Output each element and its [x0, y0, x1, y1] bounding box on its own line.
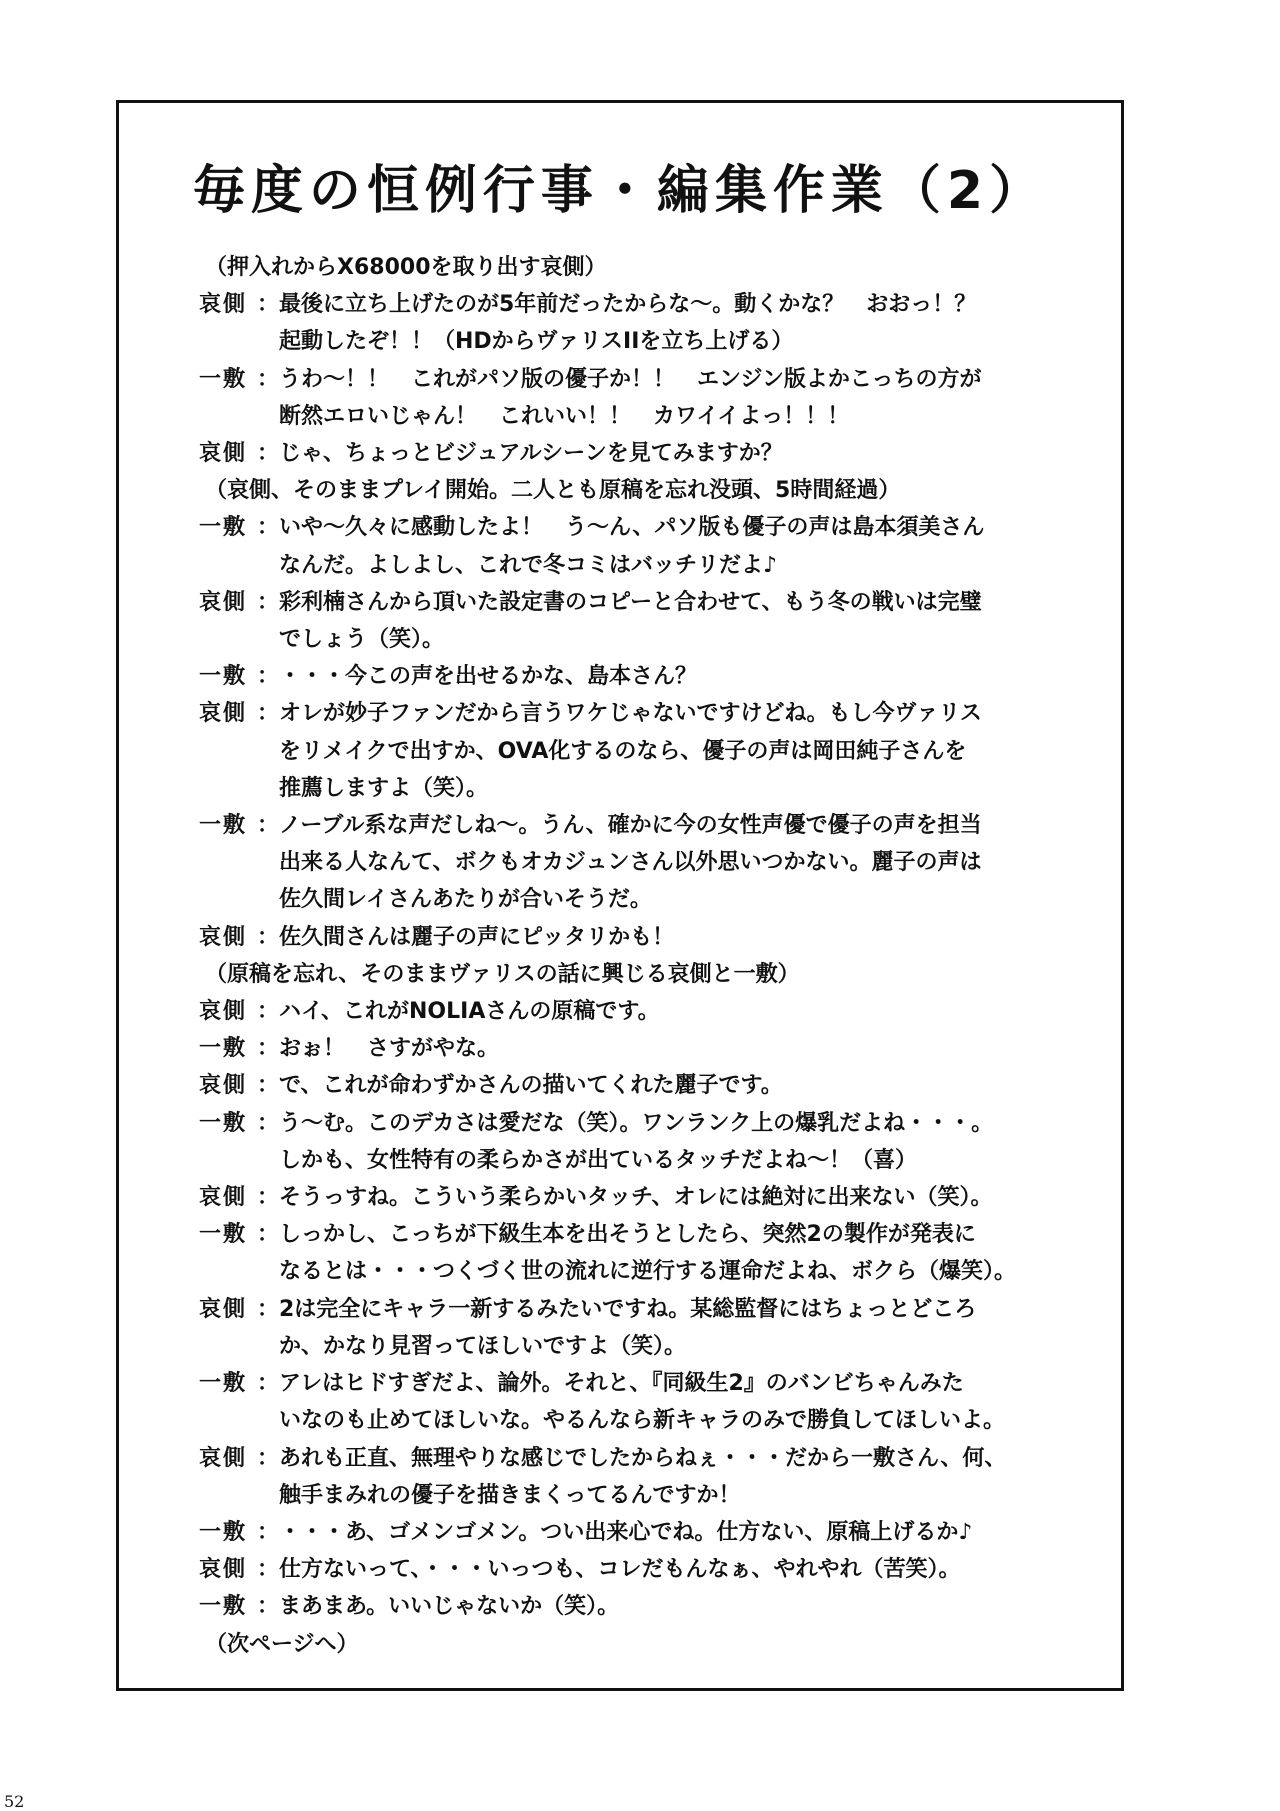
dialogue-line — [199, 993, 1099, 1030]
speaker-name: 哀側 — [199, 1185, 248, 1211]
dialogue-continuation: をリメイクで出すか、OVA化するのなら、優子の声は岡田純子さんを — [279, 738, 967, 764]
speaker-separator: ： — [257, 292, 280, 318]
dialogue-continuation: か、かなり見習ってほしいですよ（笑）。 — [279, 1333, 687, 1359]
speaker-separator: ： — [257, 1222, 280, 1248]
dialogue-line — [199, 509, 1099, 546]
dialogue-text: 2は完全にキャラ一新するみたいですね。某総監督にはちょっとどころ — [279, 1296, 977, 1322]
dialogue-line — [199, 1588, 1099, 1625]
stage-note: （押入れからX68000を取り出す哀側） — [205, 255, 607, 280]
dialogue-text: で、これが命わずかさんの描いてくれた麗子です。 — [279, 1073, 783, 1099]
dialogue-text: 佐久間さんは麗子の声にピッタリかも！ — [279, 924, 675, 950]
dialogue-line — [199, 695, 1099, 732]
dialogue-line — [199, 658, 1099, 695]
dialogue-line — [199, 1179, 1099, 1216]
page-number: 52 — [4, 1792, 25, 1811]
dialogue-line — [199, 1365, 1099, 1402]
dialogue-line — [199, 1291, 1099, 1328]
speaker-name: 一敷 — [199, 1371, 248, 1397]
speaker-separator: ： — [257, 1371, 280, 1397]
dialogue-continuation: しかも、女性特有の柔らかさが出ているタッチだよね〜！（喜） — [279, 1147, 918, 1173]
speaker-name: 哀側 — [199, 1445, 248, 1471]
dialogue-continuation: 佐久間レイさんあたりが合いそうだ。 — [279, 887, 652, 913]
dialogue-continuation: でしょう（笑）。 — [279, 627, 445, 653]
speaker-separator: ： — [257, 1557, 280, 1583]
speaker-name: 一敷 — [199, 813, 248, 839]
speaker-name: 哀側 — [199, 999, 248, 1025]
dialogue-line — [199, 286, 1099, 323]
dialogue-line — [199, 1105, 1099, 1142]
speaker-separator: ： — [257, 701, 280, 727]
dialogue-text: ノーブル系な声だしね〜。うん、確かに今の女性声優で優子の声を担当 — [279, 813, 982, 839]
dialogue-text: 仕方ないって、・・・いっつも、コレだもんなぁ、やれやれ（苦笑）。 — [279, 1557, 961, 1583]
dialogue-line — [199, 361, 1099, 398]
speaker-separator: ： — [257, 664, 280, 690]
dialogue-text: う〜む。このデカさは愛だな（笑）。ワンランク上の爆乳だよね・・・。 — [279, 1110, 994, 1136]
dialogue-text: まあまあ。いいじゃないか（笑）。 — [279, 1594, 620, 1620]
dialogue-text: いや〜久々に感動したよ！ う〜ん、パソ版も優子の声は島本須美さん — [279, 515, 985, 541]
dialogue-text: 最後に立ち上げたのが5年前だったからな〜。動くかな？ おおっ！？ — [279, 292, 977, 318]
dialogue-continuation: 推薦しますよ（笑）。 — [279, 775, 489, 801]
article-frame — [116, 100, 1124, 1691]
speaker-name: 一敷 — [199, 1594, 248, 1620]
dialogue-continuation: 起動したぞ！！（HDからヴァリスIIを立ち上げる） — [279, 329, 794, 355]
dialogue-body — [199, 249, 1099, 1663]
speaker-separator: ： — [257, 1594, 280, 1620]
speaker-name: 一敷 — [199, 664, 248, 690]
stage-note: （原稿を忘れ、そのままヴァリスの話に興じる哀側と一敷） — [205, 961, 800, 987]
speaker-name: 哀側 — [199, 924, 248, 950]
dialogue-line — [199, 1551, 1099, 1588]
speaker-name: 一敷 — [199, 366, 248, 392]
speaker-separator: ： — [257, 813, 280, 839]
speaker-separator: ： — [257, 1445, 280, 1471]
dialogue-text: ハイ、これがNOLIAさんの原稿です。 — [279, 999, 660, 1025]
dialogue-continuation: なんだ。よしよし、これで冬コミはバッチリだよ♪ — [279, 552, 778, 578]
dialogue-line — [199, 919, 1099, 956]
speaker-separator: ： — [257, 1036, 280, 1062]
speaker-name: 一敷 — [199, 1110, 248, 1136]
dialogue-line — [199, 1067, 1099, 1104]
dialogue-line — [199, 1030, 1099, 1067]
dialogue-text: あれも正直、無理やりな感じでしたからねぇ・・・だから一敷さん、何、 — [279, 1445, 1007, 1471]
speaker-separator: ： — [257, 1519, 280, 1545]
dialogue-text: おぉ！ さすがやな。 — [279, 1036, 500, 1062]
speaker-name: 哀側 — [199, 701, 248, 727]
dialogue-line — [199, 435, 1099, 472]
dialogue-continuation: 出来る人なんて、ボクもオカジュンさん以外思いつかない。麗子の声は — [279, 850, 982, 876]
speaker-name: 哀側 — [199, 1557, 248, 1583]
dialogue-text: 彩利楠さんから頂いた設定書のコピーと合わせて、もう冬の戦いは完璧 — [279, 589, 982, 615]
dialogue-continuation: なるとは・・・つくづく世の流れに逆行する運命だよね、ボクら（爆笑）。 — [279, 1259, 1017, 1285]
speaker-separator: ： — [257, 366, 280, 392]
dialogue-text: アレはヒドすぎだよ、論外。それと、『同級生2』のバンビちゃんみた — [279, 1371, 964, 1397]
dialogue-line — [199, 1440, 1099, 1477]
dialogue-text: オレが妙子ファンだから言うワケじゃないですけどね。もし今ヴァリス — [279, 701, 982, 727]
speaker-name: 哀側 — [199, 1073, 248, 1099]
dialogue-line — [199, 1216, 1099, 1253]
dialogue-text: うわ〜！！ これがパソ版の優子か！！ エンジン版よかこっちの方が — [279, 366, 982, 392]
speaker-separator: ： — [257, 1296, 280, 1322]
dialogue-line — [199, 1514, 1099, 1551]
speaker-separator: ： — [257, 1185, 280, 1211]
speaker-name: 哀側 — [199, 589, 248, 615]
speaker-name: 一敷 — [199, 515, 248, 541]
page-title: 毎度の恒例行事・編集作業（2） — [192, 161, 1048, 221]
speaker-separator: ： — [257, 924, 280, 950]
speaker-separator: ： — [257, 515, 280, 541]
stage-note: （哀側、そのままプレイ開始。二人とも原稿を忘れ没頭、5時間経過） — [205, 478, 901, 504]
speaker-name: 哀側 — [199, 441, 248, 467]
speaker-name: 一敷 — [199, 1222, 248, 1248]
speaker-separator: ： — [257, 1073, 280, 1099]
dialogue-line — [199, 584, 1099, 621]
dialogue-text: じゃ、ちょっとビジュアルシーンを見てみますか？ — [279, 441, 783, 467]
speaker-separator: ： — [257, 999, 280, 1025]
speaker-name: 哀側 — [199, 1296, 248, 1322]
dialogue-continuation: 触手まみれの優子を描きまくってるんですか！ — [279, 1482, 741, 1508]
stage-note: （次ページへ） — [205, 1631, 359, 1657]
speaker-name: 一敷 — [199, 1036, 248, 1062]
speaker-name: 哀側 — [199, 292, 248, 318]
dialogue-text: ・・・あ、ゴメンゴメン。つい出来心でね。仕方ない、原稿上げるか♪ — [279, 1519, 973, 1545]
dialogue-line — [199, 807, 1099, 844]
dialogue-continuation: いなのも止めてほしいな。やるんなら新キャラのみで勝負してほしいよ。 — [279, 1408, 1006, 1434]
dialogue-text: ・・・今この声を出せるかな、島本さん？ — [279, 664, 698, 690]
dialogue-text: しっかし、こっちが下級生本を出そうとしたら、突然2の製作が発表に — [279, 1222, 976, 1248]
speaker-separator: ： — [257, 1110, 280, 1136]
speaker-separator: ： — [257, 441, 280, 467]
dialogue-continuation: 断然エロいじゃん！ これいい！！ カワイイよっ！！！ — [279, 403, 850, 429]
dialogue-text: そうっすね。こういう柔らかいタッチ、オレには絶対に出来ない（笑）。 — [279, 1185, 993, 1211]
speaker-name: 一敷 — [199, 1519, 248, 1545]
speaker-separator: ： — [257, 589, 280, 615]
